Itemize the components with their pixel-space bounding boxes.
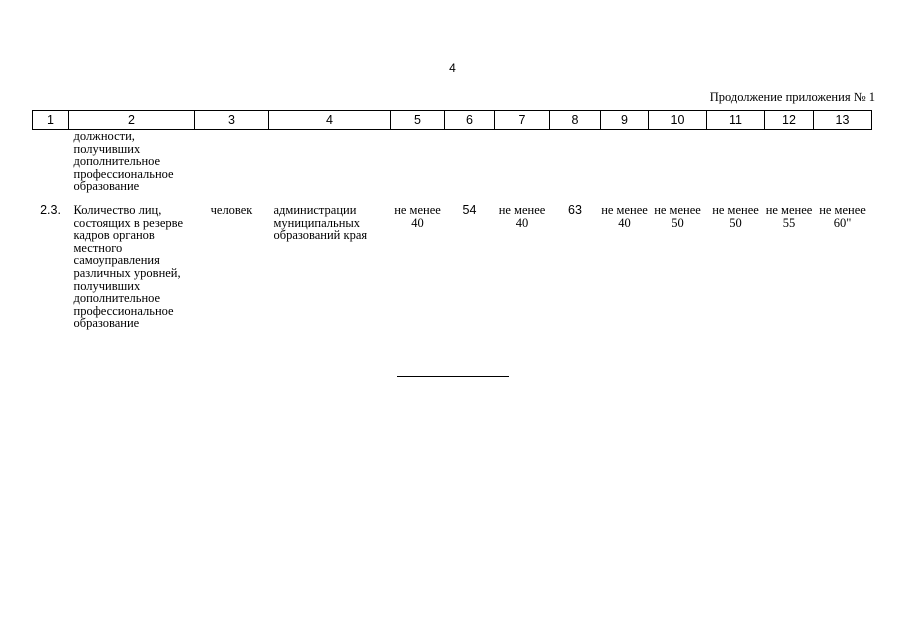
- column-number: 4: [269, 111, 391, 130]
- value-cell: 63: [568, 202, 582, 217]
- column-number: 3: [195, 111, 269, 130]
- indicator-name: Количество лиц, состоящих в резерве кадров органов местного самоуправления различных уровней, получивших дополнительное профессиональное образование: [73, 202, 183, 331]
- column-number: 10: [649, 111, 707, 130]
- value-cell: не менее 40: [601, 202, 648, 230]
- column-number: 7: [495, 111, 550, 130]
- column-number: 2: [69, 111, 195, 130]
- value-cell: не менее 40: [394, 202, 441, 230]
- value-cell: 54: [462, 202, 477, 217]
- column-number: 5: [391, 111, 445, 130]
- table-header-row: [33, 111, 872, 130]
- table-row-continued: [33, 130, 872, 193]
- unit-of-measure: человек: [210, 202, 253, 217]
- executor: администрации муниципальных образований края: [273, 202, 368, 243]
- table-row: [33, 193, 872, 330]
- value-cell: не менее 50: [654, 202, 701, 230]
- value-cell: не менее 55: [765, 202, 813, 230]
- column-number: 6: [445, 111, 495, 130]
- indicator-name: должности, получивших дополнительное профессиональное образование: [73, 129, 174, 194]
- value-cell: не менее 40: [498, 202, 546, 230]
- page-number: 4: [449, 61, 456, 75]
- end-rule: [397, 376, 509, 377]
- column-number: 12: [765, 111, 814, 130]
- column-number: 9: [601, 111, 649, 130]
- column-number: 1: [33, 111, 69, 130]
- indicators-table: [32, 110, 872, 330]
- value-cell: не менее 50: [712, 202, 759, 230]
- value-cell: не менее 60": [819, 202, 866, 230]
- continuation-label: Продолжение приложения № 1: [709, 90, 875, 104]
- row-number: 2.3.: [40, 202, 61, 217]
- column-number: 11: [707, 111, 765, 130]
- column-number: 13: [814, 111, 872, 130]
- column-number: 8: [550, 111, 601, 130]
